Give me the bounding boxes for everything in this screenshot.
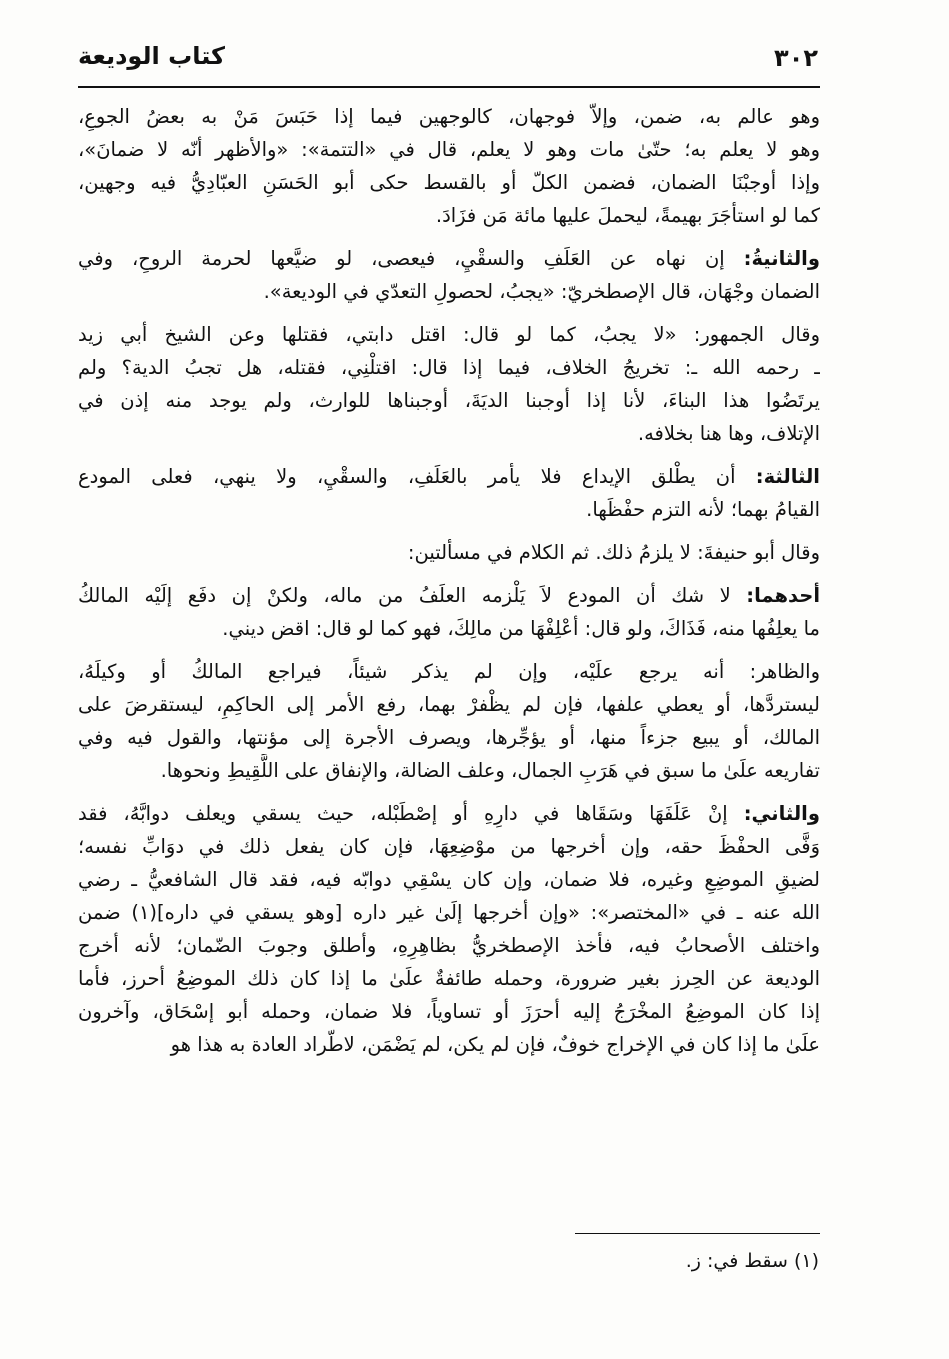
line-text: الإتلاف، وها هنا بخلافه. [637,422,820,445]
text-line [78,199,820,232]
text-line [78,655,820,688]
text-line [78,863,820,896]
paragraph-lead: الثالثة: [755,465,820,488]
text-line [78,242,820,275]
paragraph [78,242,820,308]
book-title: كتاب الوديعة [78,42,225,70]
text-line [78,100,820,133]
line-text: وإذا أوجبْنَا الضمان، فضمن الكلّ أو بالقسط حكى أبو الحَسَنِ العبّادِيُّ فيه وجهين، [78,171,820,194]
header-divider [78,86,820,88]
line-text: إذا كان الموضِعُ المخْرَجُ إليه أحرَزَ أو تساوياً، فلا ضمان، وحمله أبو إسْحَاق، وآخرون [78,1000,820,1023]
body-text [78,100,820,1071]
line-text: المالك، أو يبيع جزءاً منها، أو يؤجِّرها، ويصرف الأجرة إلى مؤنتها، والقول فيه وفي [78,726,820,749]
text-line [78,493,820,526]
paragraph [78,460,820,526]
text-line [78,797,820,830]
text-line [78,133,820,166]
text-line [78,995,820,1028]
text-line [78,460,820,493]
text-line [78,830,820,863]
line-text: ليستردَّها، أو يعطي علفها، فإن لم يظْفرْ بهما، رفع الأمر إلى الحاكِمِ، ليستقرضَ على [78,693,820,716]
paragraph-lead: والثاني: [743,802,820,825]
line-text: وقال أبو حنيفةَ: لا يلزمُ ذلك. ثم الكلام في مسألتين: [407,541,820,564]
line-text: أن يطْلق الإيداع فلا يأمر بالعَلَفِ، والسقْيِ، ولا ينهي، فعلى المودع [78,465,736,488]
line-text: الوديعة عن الحِرز بغير ضرورة، وحمله طائفةٌ علَىٰ ما إذا كان ذلك الموضِعُ أحرز، فأما [78,967,820,990]
text-line [78,166,820,199]
line-text: الله عنه ـ في «المختصر»: «وإن أخرجها إلَىٰ غير داره [وهو يسقي في داره](١) ضمن [78,901,820,924]
line-text: واختلف الأصحابُ فيه، فأخذ الإصطخريُّ بظاهِرِهِ، وأطلق وجوبَ الضّمان؛ لأنه أخرج [78,934,820,957]
page-header [78,38,818,82]
line-text: والظاهر: أنه يرجع علَيْه، وإن لم يذكر شيئاً، فيراجع المالكُ أو وكيلَهُ، [78,660,820,683]
line-text: القيامُ بهما؛ لأنه التزم حفْظَها. [586,498,820,521]
footnote-divider [575,1233,820,1234]
text-line [78,612,820,645]
text-line [78,318,820,351]
text-line [78,688,820,721]
line-text: وهو لا يعلم به؛ حتّىٰ مات وهو لا يعلم، قال في «التتمة»: «والأظهر أنّه لا ضمانَ»، [78,138,820,161]
page-number: ٣٠٢ [774,44,818,72]
paragraph [78,579,820,645]
text-line [78,351,820,384]
text-line [78,417,820,450]
paragraph [78,536,820,569]
text-line [78,384,820,417]
paragraph [78,655,820,787]
line-text: ـ رحمه الله ـ: تخريجُ الخلاف، فيما إذا قال: اقتلْنِي، فقتله، هل تجبُ الدية؟ ولم [78,356,820,379]
line-text: يرتَضُوا هذا البناءَ، لأنا إذا أوجبنا الديَةَ، أوجبناها للوارث، ولم يوجد منه إذن في [78,389,820,412]
line-text: وقال الجمهور: «لا يجبُ، كما لو قال: اقتل دابتي، فقتلها وعن الشيخ أبي زيد [78,323,820,346]
paragraph-lead: أحدهما: [746,584,820,607]
line-text: كما لو استأجَرَ بهيمةً، ليحملَ عليها مائة مَن فزَادَ. [435,204,820,227]
line-text: إن نهاه عن العَلَفِ والسقْيِ، فيعصى، لو ضيَّعها لحرمة الروحِ، وفي [78,247,725,270]
line-text: وهو عالم به، ضمن، وإلاّ فوجهان، كالوجهين فيما إذا حَبَسَ مَنْ به بعضُ الجوعِ، [78,105,820,128]
paragraph [78,797,820,1061]
text-line [78,721,820,754]
line-text: وَفَّى الحفْظَ حقه، وإن أخرجها من موْضِعِهَا، فإن كان يفعل ذلك في دوَابِّ نفسه؛ [78,835,820,858]
paragraph [78,318,820,450]
line-text: لضيقِ الموضِعِ وغيره، فلا ضمان، وإن كان يسْقِي دوابّه فيه، فقد قال الشافعيُّ ـ رضي [78,868,820,891]
line-text: الضمان وجْهَان، قال الإصطخريّ: «يجبُ، لحصولِ التعدّي في الوديعة». [263,280,820,303]
text-line [78,579,820,612]
paragraph [78,100,820,232]
text-line [78,896,820,929]
line-text: تفاريعه علَىٰ ما سبق في هَرَبِ الجمال، وعلف الضالة، والإنفاق على اللَّقِيطِ ونحوها. [160,759,820,782]
text-line [78,536,820,569]
text-line [78,1028,820,1061]
text-line [78,275,820,308]
footnote: (١) سقط في: ز. [685,1250,819,1272]
line-text: ما يعلِفُها منه، فَذَاكَ، ولو قال: أعْلِفْهَا من مالِكَ، فهو كما لو قال: اقض ديني. [222,617,820,640]
line-text: علَىٰ ما إذا كان في الإخراج خوفٌ، فإن لم يكن، لم يَضْمَن، لاطّراد العادة به هذا هو [170,1033,820,1056]
text-line [78,754,820,787]
paragraph-lead: والثانيةُ: [743,247,820,270]
line-text: إنْ عَلَفَهَا وسَقَاها في دارِهِ أو إصْطَبْله، حيث يسقي ويعلف دوابَّهُ، فقد [78,802,728,825]
text-line [78,929,820,962]
line-text: لا شك أن المودع لاَ يَلْزمه العلَفُ من ماله، ولكنْ إن دفَع إلَيْه المالكُ [78,584,731,607]
text-line [78,962,820,995]
